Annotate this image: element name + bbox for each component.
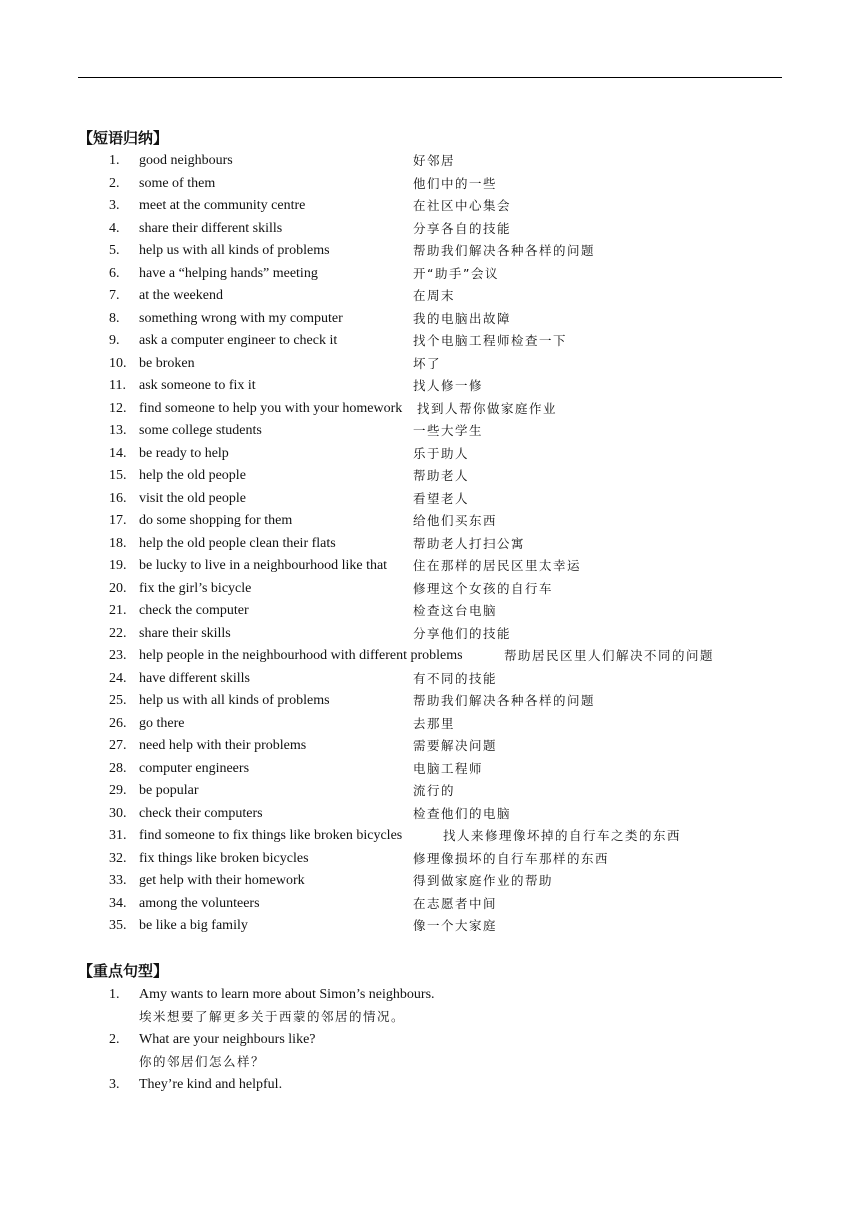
phrase-number: 10. xyxy=(109,355,127,371)
phrase-number: 28. xyxy=(109,760,127,776)
phrase-chinese: 去那里 xyxy=(413,715,456,731)
phrase-item xyxy=(0,578,860,601)
phrase-english: fix the girl’s bicycle xyxy=(139,580,252,596)
phrase-number: 15. xyxy=(109,468,127,483)
phrase-number: 20. xyxy=(109,580,127,596)
sentence-number: 2. xyxy=(109,1032,120,1047)
phrase-english: check their computers xyxy=(139,805,263,821)
phrase-chinese: 好邻居 xyxy=(413,153,456,168)
phrase-english: ask a computer engineer to check it xyxy=(139,333,338,348)
phrase-number: 11. xyxy=(109,378,126,393)
phrase-item xyxy=(0,330,860,353)
phrase-item xyxy=(0,690,860,713)
phrase-number: 9. xyxy=(109,333,120,348)
phrase-item xyxy=(0,533,860,556)
phrase-chinese: 帮助居民区里人们解决不同的问题 xyxy=(504,648,715,663)
phrase-english: share their skills xyxy=(139,625,231,641)
sentence-english: What are your neighbours like? xyxy=(139,1032,316,1047)
phrase-english: be popular xyxy=(139,783,199,798)
phrase-item xyxy=(0,488,860,511)
sentence-english: They’re kind and helpful. xyxy=(139,1077,283,1092)
sentence-number: 1. xyxy=(109,987,120,1002)
phrase-item xyxy=(0,308,860,331)
phrase-number: 8. xyxy=(109,310,120,326)
phrase-chinese: 修理这个女孩的自行车 xyxy=(413,580,554,596)
phrase-item xyxy=(0,465,860,488)
phrase-english: be broken xyxy=(139,355,195,371)
phrase-chinese: 他们中的一些 xyxy=(413,175,498,191)
phrase-english: find someone to fix things like broken bicycles xyxy=(139,828,403,843)
phrase-chinese: 在志愿者中间 xyxy=(413,895,498,911)
phrase-item xyxy=(0,240,860,263)
phrase-item xyxy=(0,623,860,646)
phrase-item xyxy=(0,780,860,803)
phrase-english: help the old people clean their flats xyxy=(139,535,336,551)
sentence-number: 3. xyxy=(109,1077,120,1092)
phrase-chinese: 在社区中心集会 xyxy=(413,198,512,213)
phrase-chinese: 帮助我们解决各种各样的问题 xyxy=(413,243,596,258)
phrases-heading: 【短语归纳】 xyxy=(78,129,169,147)
phrase-english: ask someone to fix it xyxy=(139,378,256,393)
phrase-chinese: 有不同的技能 xyxy=(413,670,498,686)
phrase-number: 27. xyxy=(109,738,127,753)
phrase-item xyxy=(0,420,860,443)
phrase-item xyxy=(0,645,860,668)
phrase-english: help us with all kinds of problems xyxy=(139,693,330,708)
header-rule xyxy=(78,77,782,78)
sentence-english: Amy wants to learn more about Simon’s neighbours. xyxy=(139,987,435,1002)
phrase-item xyxy=(0,195,860,218)
sentence-item xyxy=(0,1074,860,1119)
phrase-number: 7. xyxy=(109,288,120,303)
phrase-number: 6. xyxy=(109,265,120,281)
phrase-english: some of them xyxy=(139,175,216,191)
phrase-chinese: 找个电脑工程师检查一下 xyxy=(413,333,568,348)
phrase-chinese: 流行的 xyxy=(413,783,456,798)
phrase-chinese: 分享他们的技能 xyxy=(413,625,512,641)
sentence-item xyxy=(0,1029,860,1074)
phrase-english: share their different skills xyxy=(139,220,283,236)
phrase-english: among the volunteers xyxy=(139,895,260,911)
phrase-number: 34. xyxy=(109,895,127,911)
phrase-english: check the computer xyxy=(139,603,249,618)
phrase-item xyxy=(0,870,860,893)
phrase-english: visit the old people xyxy=(139,490,246,506)
phrase-item xyxy=(0,600,860,623)
phrase-chinese: 分享各自的技能 xyxy=(413,220,512,236)
phrase-item xyxy=(0,825,860,848)
phrase-english: do some shopping for them xyxy=(139,513,293,528)
phrase-chinese: 乐于助人 xyxy=(413,445,470,461)
phrase-chinese: 电脑工程师 xyxy=(413,760,484,776)
phrase-number: 30. xyxy=(109,805,127,821)
phrase-number: 32. xyxy=(109,850,127,866)
phrase-english: something wrong with my computer xyxy=(139,310,343,326)
phrase-english: get help with their homework xyxy=(139,873,305,888)
sentence-list xyxy=(0,984,860,1119)
phrase-english: good neighbours xyxy=(139,153,233,168)
phrase-chinese: 找人修一修 xyxy=(413,378,484,393)
phrase-item xyxy=(0,263,860,286)
phrase-english: be like a big family xyxy=(139,918,248,933)
phrase-number: 31. xyxy=(109,828,127,843)
phrase-english: have a “helping hands” meeting xyxy=(139,265,318,281)
phrase-item xyxy=(0,150,860,173)
phrase-item xyxy=(0,443,860,466)
phrase-item xyxy=(0,848,860,871)
phrase-item xyxy=(0,915,860,938)
phrase-chinese: 给他们买东西 xyxy=(413,513,498,528)
phrase-number: 35. xyxy=(109,918,127,933)
phrase-chinese: 找到人帮你做家庭作业 xyxy=(417,400,558,416)
phrase-english: fix things like broken bicycles xyxy=(139,850,309,866)
phrase-chinese: 检查他们的电脑 xyxy=(413,805,512,821)
phrase-item xyxy=(0,173,860,196)
phrase-chinese: 看望老人 xyxy=(413,490,470,506)
sentence-chinese: 你的邻居们怎么样？ xyxy=(139,1054,266,1069)
phrase-chinese: 一些大学生 xyxy=(413,423,484,438)
phrase-number: 29. xyxy=(109,783,127,798)
phrase-item xyxy=(0,803,860,826)
phrase-number: 2. xyxy=(109,175,120,191)
phrase-item xyxy=(0,555,860,578)
phrase-english: help people in the neighbourhood with different problems xyxy=(139,648,463,663)
phrase-item xyxy=(0,510,860,533)
phrase-chinese: 帮助老人 xyxy=(413,468,470,483)
phrase-english: have different skills xyxy=(139,670,250,686)
phrase-chinese: 找人来修理像坏掉的自行车之类的东西 xyxy=(443,828,682,843)
phrase-item xyxy=(0,758,860,781)
phrase-list xyxy=(0,150,860,938)
phrase-number: 33. xyxy=(109,873,127,888)
phrase-number: 26. xyxy=(109,715,127,731)
phrase-english: at the weekend xyxy=(139,288,223,303)
phrase-english: be lucky to live in a neighbourhood like that xyxy=(139,558,388,573)
phrase-number: 24. xyxy=(109,670,127,686)
phrase-chinese: 需要解决问题 xyxy=(413,738,498,753)
phrase-english: need help with their problems xyxy=(139,738,307,753)
phrase-number: 25. xyxy=(109,693,127,708)
phrase-number: 4. xyxy=(109,220,120,236)
phrase-item xyxy=(0,353,860,376)
phrase-item xyxy=(0,218,860,241)
phrase-english: meet at the community centre xyxy=(139,198,306,213)
phrase-item xyxy=(0,668,860,691)
phrase-number: 22. xyxy=(109,625,127,641)
phrase-chinese: 帮助我们解决各种各样的问题 xyxy=(413,693,596,708)
phrase-number: 17. xyxy=(109,513,127,528)
phrase-item xyxy=(0,285,860,308)
phrase-chinese: 帮助老人打扫公寓 xyxy=(413,535,526,551)
phrase-english: computer engineers xyxy=(139,760,250,776)
phrase-english: some college students xyxy=(139,423,262,438)
phrase-english: help the old people xyxy=(139,468,246,483)
phrase-english: be ready to help xyxy=(139,445,229,461)
phrase-chinese: 开“助手”会议 xyxy=(413,265,499,281)
phrase-number: 16. xyxy=(109,490,127,506)
phrase-chinese: 在周末 xyxy=(413,288,456,303)
phrase-chinese: 我的电脑出故障 xyxy=(413,310,512,326)
phrase-chinese: 修理像损坏的自行车那样的东西 xyxy=(413,850,610,866)
phrase-english: find someone to help you with your homework xyxy=(139,400,403,416)
sentence-chinese: 埃米想要了解更多关于西蒙的邻居的情况。 xyxy=(139,1009,406,1024)
phrase-item xyxy=(0,398,860,421)
phrase-chinese: 检查这台电脑 xyxy=(413,603,498,618)
phrase-chinese: 像一个大家庭 xyxy=(413,918,498,933)
phrase-item xyxy=(0,713,860,736)
phrase-item xyxy=(0,893,860,916)
phrase-number: 12. xyxy=(109,400,127,416)
phrase-chinese: 坏了 xyxy=(413,355,442,371)
phrase-number: 1. xyxy=(109,153,120,168)
sentences-heading: 【重点句型】 xyxy=(78,962,169,980)
phrase-number: 23. xyxy=(109,648,127,663)
phrase-number: 3. xyxy=(109,198,120,213)
phrase-chinese: 住在那样的居民区里太幸运 xyxy=(413,558,582,573)
phrase-english: go there xyxy=(139,715,185,731)
phrase-item xyxy=(0,375,860,398)
phrase-number: 13. xyxy=(109,423,127,438)
phrase-number: 21. xyxy=(109,603,127,618)
phrase-number: 14. xyxy=(109,445,127,461)
phrase-english: help us with all kinds of problems xyxy=(139,243,330,258)
phrase-chinese: 得到做家庭作业的帮助 xyxy=(413,873,554,888)
phrase-number: 19. xyxy=(109,558,127,573)
phrase-number: 5. xyxy=(109,243,120,258)
phrase-item xyxy=(0,735,860,758)
phrase-number: 18. xyxy=(109,535,127,551)
sentence-item xyxy=(0,984,860,1029)
